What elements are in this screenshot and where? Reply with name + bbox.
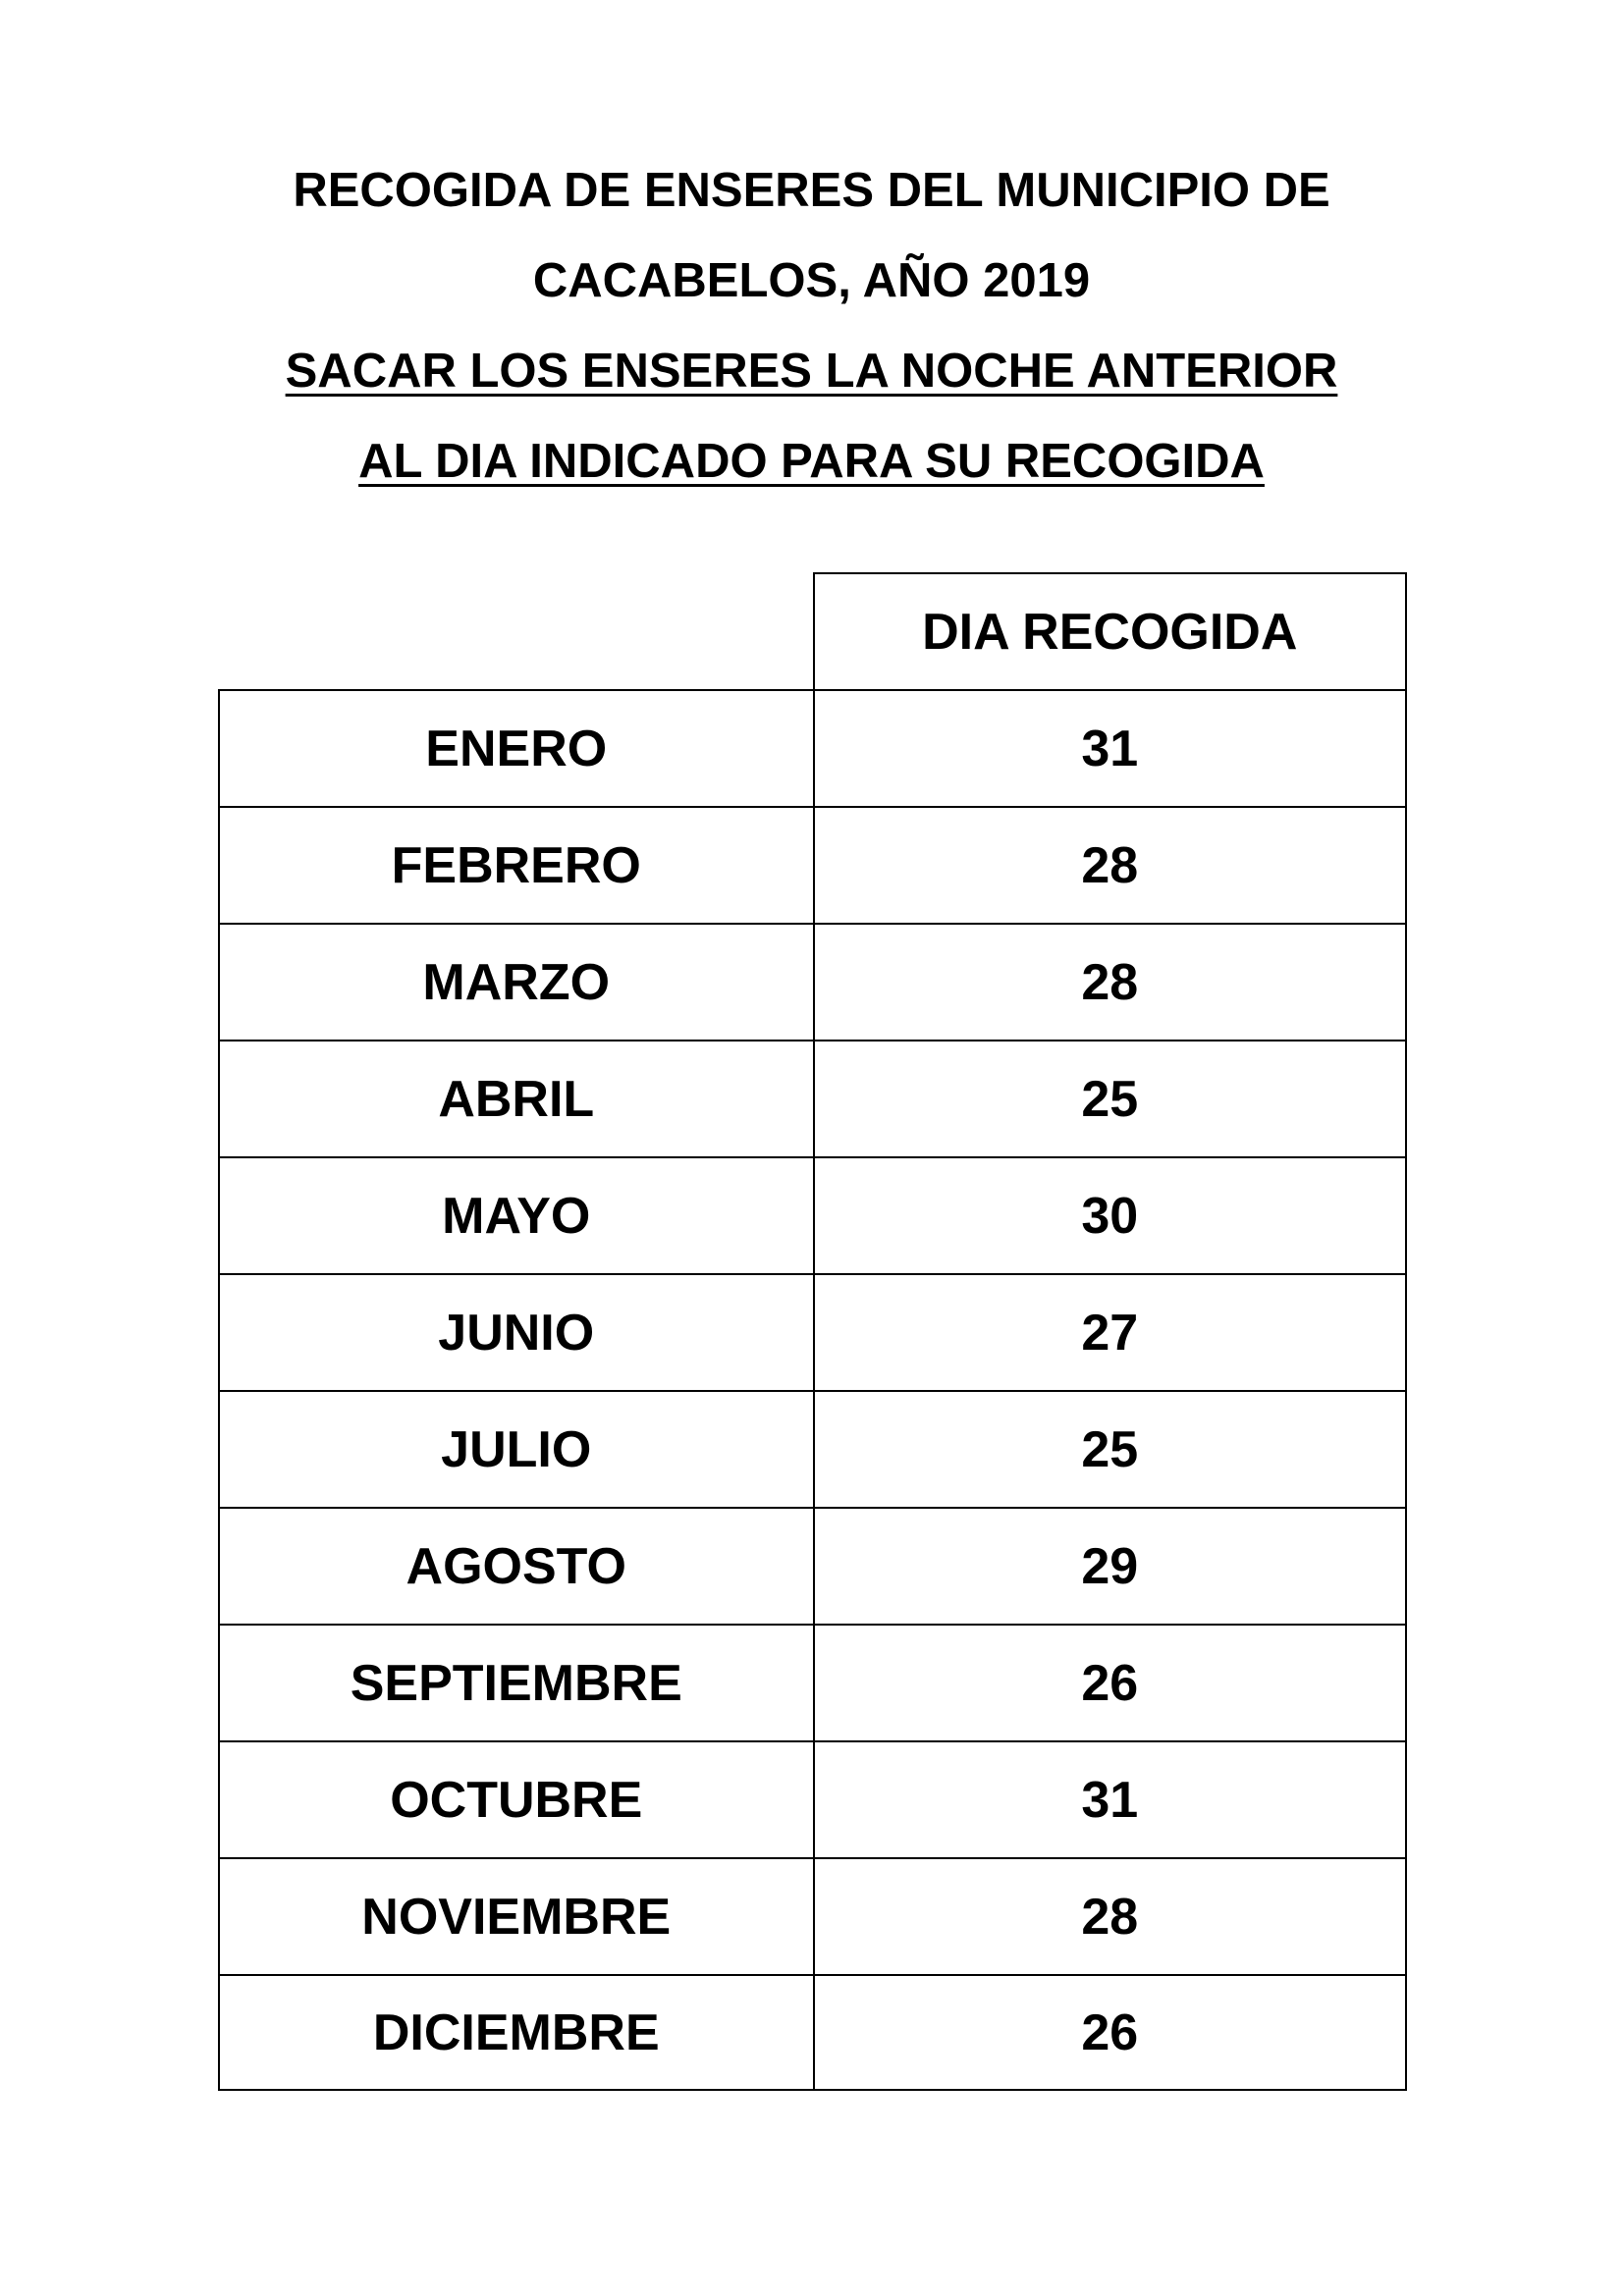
month-cell: AGOSTO: [218, 1507, 813, 1624]
month-cell: OCTUBRE: [218, 1740, 813, 1857]
table-body: [218, 689, 1407, 2091]
table-row: [218, 689, 1407, 806]
title-line-1: RECOGIDA DE ENSERES DEL MUNICIPIO DE: [293, 164, 1330, 217]
table-header-row: [218, 572, 1407, 689]
empty-header-cell: [218, 572, 813, 689]
day-cell: 26: [813, 1624, 1408, 1740]
notice-line-2: [0, 416, 1623, 507]
day-cell: 26: [813, 1974, 1408, 2091]
month-cell: MAYO: [218, 1156, 813, 1273]
month-cell: DICIEMBRE: [218, 1974, 813, 2091]
table-row: [218, 1390, 1407, 1507]
month-cell: SEPTIEMBRE: [218, 1624, 813, 1740]
month-cell: ABRIL: [218, 1040, 813, 1156]
day-cell: 25: [813, 1040, 1408, 1156]
collection-schedule-table: [218, 572, 1407, 2091]
day-column-header: DIA RECOGIDA: [813, 572, 1408, 689]
day-cell: 28: [813, 806, 1408, 923]
table-row: [218, 923, 1407, 1040]
table-row: [218, 1624, 1407, 1740]
title-line-2: CACABELOS, AÑO 2019: [532, 254, 1091, 307]
day-cell: 31: [813, 1740, 1408, 1857]
day-cell: 28: [813, 923, 1408, 1040]
month-cell: NOVIEMBRE: [218, 1857, 813, 1974]
table-row: [218, 1156, 1407, 1273]
table-row: [218, 1974, 1407, 2091]
month-cell: JUNIO: [218, 1273, 813, 1390]
table-row: [218, 1273, 1407, 1390]
month-cell: FEBRERO: [218, 806, 813, 923]
table-row: [218, 1040, 1407, 1156]
table-row: [218, 1857, 1407, 1974]
notice-line-1: [0, 326, 1623, 416]
notice-line-2-text: AL DIA INDICADO PARA SU RECOGIDA: [358, 435, 1265, 488]
table-row: [218, 1740, 1407, 1857]
day-cell: 31: [813, 689, 1408, 806]
notice-line-1-text: SACAR LOS ENSERES LA NOCHE ANTERIOR: [285, 345, 1338, 398]
month-cell: MARZO: [218, 923, 813, 1040]
document-heading: [0, 145, 1623, 507]
day-cell: 29: [813, 1507, 1408, 1624]
day-cell: 28: [813, 1857, 1408, 1974]
day-cell: 25: [813, 1390, 1408, 1507]
day-cell: 30: [813, 1156, 1408, 1273]
month-cell: ENERO: [218, 689, 813, 806]
month-cell: JULIO: [218, 1390, 813, 1507]
table-row: [218, 1507, 1407, 1624]
day-cell: 27: [813, 1273, 1408, 1390]
table-row: [218, 806, 1407, 923]
